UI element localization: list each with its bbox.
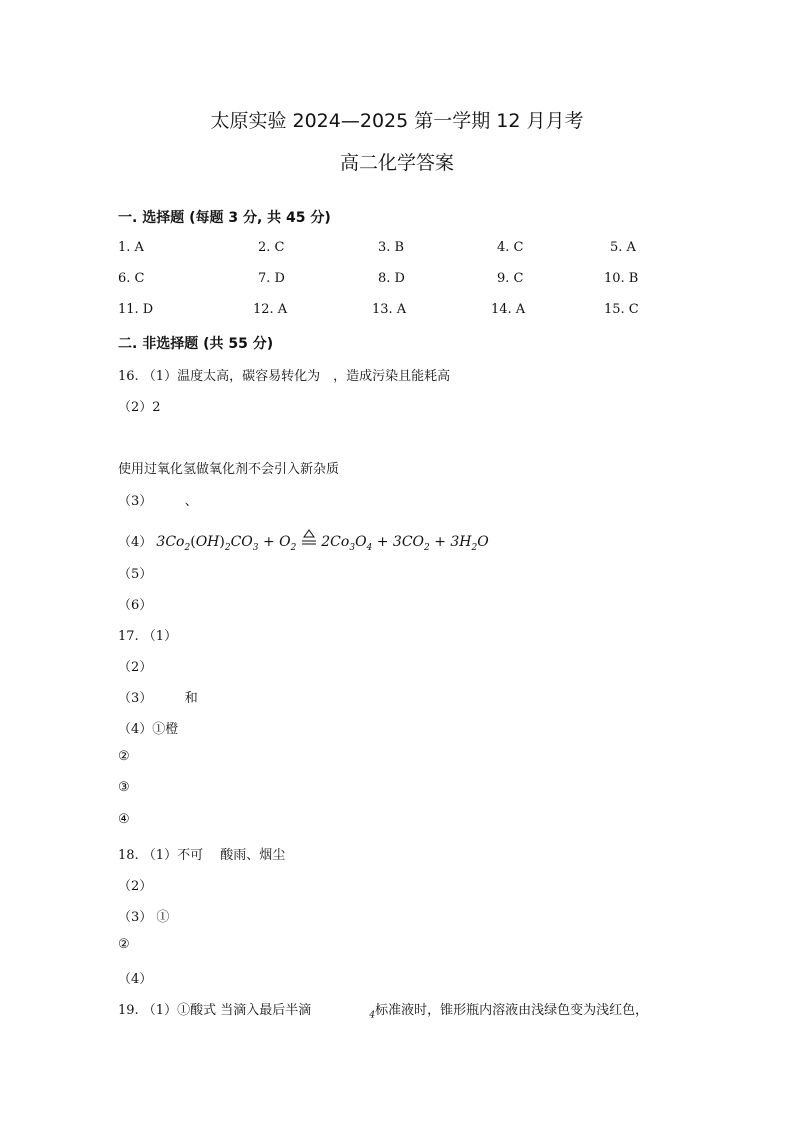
choice-answer: 6. C <box>118 271 145 286</box>
q16-line-2: （2）2 <box>118 400 161 415</box>
q16-line-3: 使用过氧化氢做氧化剂不会引入新杂质 <box>118 462 340 477</box>
choice-answer: 3. B <box>378 240 405 255</box>
q18-line-3: （3） ① <box>118 910 170 925</box>
chemical-equation: $3Co_2(OH)_2CO_3 + O_2$ $2Co_3O_4 + 3CO_2 + 3H_2O$ <box>156 534 488 550</box>
heat-condition-symbol <box>301 528 317 548</box>
section-heading-nonchoice: 二. 非选择题 (共 55 分) <box>118 336 274 352</box>
choice-answer: 14. A <box>491 302 526 317</box>
q16-line-1: 16. （1）温度太高，碳容易转化为 ，造成污染且能耗高 <box>118 369 451 384</box>
q17-line-2: （2） <box>118 660 153 675</box>
q17-line-7: ④ <box>118 812 130 827</box>
choice-answer: 7. D <box>258 271 285 286</box>
choice-answer: 4. C <box>497 240 524 255</box>
choice-answer: 9. C <box>497 271 524 286</box>
q16-part4-label: （4） <box>118 535 153 550</box>
choice-answer: 5. A <box>610 240 636 255</box>
document-subtitle: 高二化学答案 <box>339 152 454 174</box>
choice-answer: 10. B <box>604 271 639 286</box>
q17-line-1: 17. （1） <box>118 629 178 644</box>
q18-line-1: 18. （1）不可 酸雨、烟尘 <box>118 848 286 863</box>
q19-line-1 <box>118 999 648 1021</box>
choice-answer: 8. D <box>378 271 405 286</box>
q16-line-7: （6） <box>118 598 153 613</box>
q17-line-4: （4）①橙 <box>118 722 179 737</box>
q16-line-5 <box>118 528 489 553</box>
choice-answer: 15. C <box>604 302 639 317</box>
document-title: 太原实验 2024—2025 第一学期 12 月月考 <box>210 110 584 132</box>
q19-subscript: 4 <box>369 1010 376 1021</box>
q16-line-6: （5） <box>118 567 153 582</box>
q18-line-2: （2） <box>118 879 153 894</box>
q19-text-end: 标准液时，锥形瓶内溶液由浅绿色变为浅红色， <box>375 1003 649 1018</box>
choice-answer: 2. C <box>258 240 285 255</box>
choice-answer: 1. A <box>118 240 144 255</box>
section-heading-choice: 一. 选择题 (每题 3 分, 共 45 分) <box>118 210 331 226</box>
q18-line-5: （4） <box>118 972 153 987</box>
choice-answer: 12. A <box>253 302 288 317</box>
choice-answer: 11. D <box>118 302 154 317</box>
q17-line-5: ② <box>118 749 130 764</box>
choice-answer: 13. A <box>372 302 407 317</box>
q16-line-4: （3） 、 <box>118 494 198 509</box>
q19-text-start: 19. （1）①酸式 当滴入最后半滴 <box>118 1003 312 1018</box>
q17-line-3: （3） 和 <box>118 691 198 706</box>
q18-line-4: ② <box>118 937 130 952</box>
q17-line-6: ③ <box>118 780 130 795</box>
